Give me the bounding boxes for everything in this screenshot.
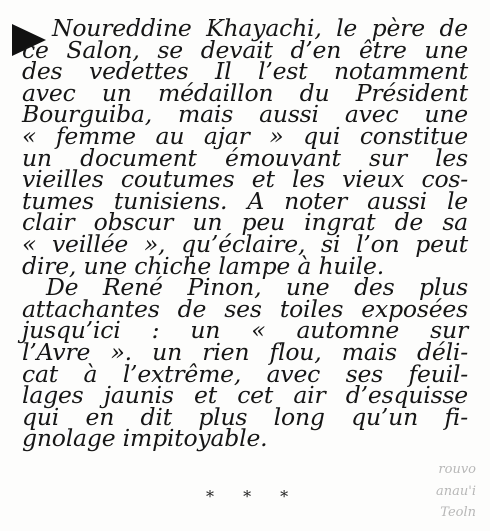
article-line: De René Pinon, une des plus xyxy=(46,273,468,302)
article-line: un document émouvant sur les xyxy=(22,143,468,172)
article-line: jusqu’ici : un « automne sur xyxy=(22,316,468,345)
article-line: gnolage impitoyable. xyxy=(22,424,268,453)
article-line: dire, une chiche lampe à huile. xyxy=(22,251,384,280)
article-line: l’Avre ». un rien flou, mais déli- xyxy=(22,337,468,366)
article-line: tumes tunisiens. A noter aussi le xyxy=(22,186,468,215)
article-column xyxy=(22,14,468,453)
bleed-through-text: anau'i xyxy=(436,484,476,499)
article-line: attachantes de ses toiles exposées xyxy=(22,294,468,323)
bleed-through-text: Teoln xyxy=(440,505,476,520)
article-line: des vedettes Il l’est notamment xyxy=(22,57,468,86)
article-line: Bourguiba, mais aussi avec une xyxy=(22,100,468,129)
article-line: cat à l’extrême, avec ses feuil- xyxy=(22,359,468,388)
article-line: « veillée », qu’éclaire, si l’on peut xyxy=(22,229,468,258)
article-line: avec un médaillon du Président xyxy=(22,78,468,107)
article-line: ce Salon, se devait d’en être une xyxy=(22,35,468,64)
bleed-through-text: rouvo xyxy=(438,462,476,477)
article-line: qui en dit plus long qu’un fi- xyxy=(22,402,468,431)
article-line: lages jaunis et cet air d’esquisse xyxy=(22,381,468,410)
article-line: « femme au ajar » qui constitue xyxy=(22,121,468,150)
section-separator: * * * xyxy=(206,487,301,506)
article-line: clair obscur un peu ingrat de sa xyxy=(22,208,468,237)
article-line: Noureddine Khayachi, le père de xyxy=(52,14,468,42)
article-line: vieilles coutumes et les vieux cos- xyxy=(22,165,468,194)
